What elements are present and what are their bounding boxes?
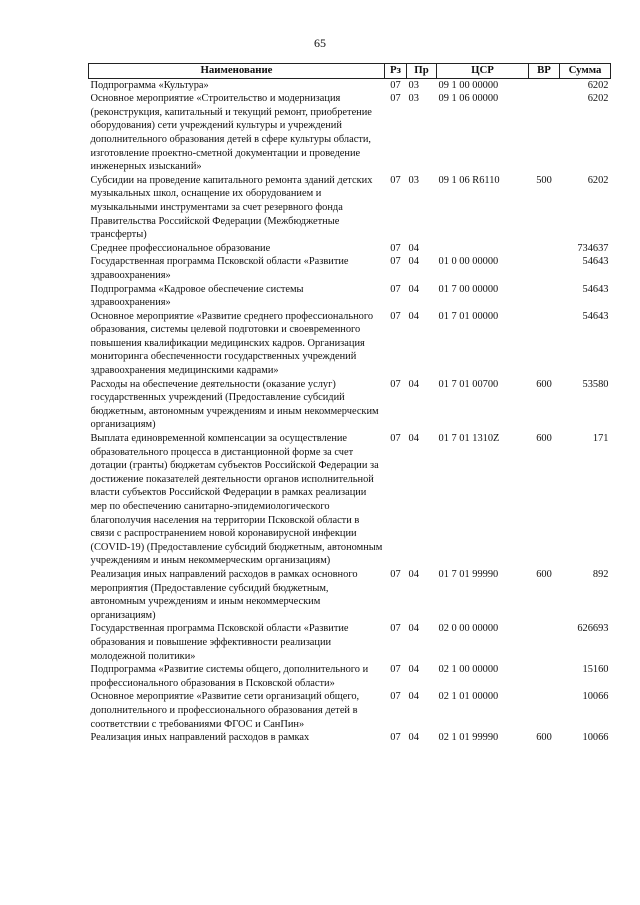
- row-csr: 01 7 01 1310Z: [438, 433, 500, 445]
- table-row: [89, 690, 611, 731]
- row-vr: [529, 255, 560, 282]
- table-row: [89, 255, 611, 282]
- row-name: Выплата единовременной компенсации за осуществление образовательного процесса в дистанционной форме за счет дотации (гранты) бюджетам субъектов Российской Федерации за достижение показателей деятельности органов исполнительной власти субъектов Российской Федерации в рамках реализации мер по обеспечению санитарно-эпидемиологического благополучия населения на территории Псковской области в связи с распространением новой коронавирусной инфекции (COVID-19) (Предоставление субсидий бюджетным, автономным учреждениям и иным некоммерческим организациям): [90, 433, 383, 567]
- row-sum: 10066: [582, 691, 609, 703]
- row-rz: 07: [390, 174, 401, 186]
- row-pr: 03: [408, 174, 419, 186]
- row-name: Подпрограмма «Кадровое обеспечение системы здравоохранения»: [90, 283, 304, 309]
- row-rz: 07: [390, 256, 401, 268]
- table-header-row: [89, 64, 611, 79]
- row-name: Реализация иных направлений расходов в рамках: [90, 732, 310, 744]
- row-vr: [529, 690, 560, 731]
- row-rz: 07: [390, 691, 401, 703]
- row-sum: 54643: [582, 283, 609, 295]
- row-vr: [529, 310, 560, 378]
- table-row: [89, 622, 611, 663]
- row-csr: 02 1 01 00000: [438, 691, 499, 703]
- header-vr: ВР: [529, 64, 560, 79]
- table-body: [89, 78, 611, 745]
- row-csr: 02 1 00 00000: [438, 664, 499, 676]
- row-sum: 53580: [582, 378, 609, 390]
- row-name: Субсидии на проведение капитального ремонта зданий детских музыкальных школ, оснащение их оборудованием и музыкальными инструментами за счет резервного фонда Правительства Российской Федерации (Межбюджетные трансферты): [90, 174, 373, 241]
- row-name: Государственная программа Псковской области «Развитие образования и повышение эффективности реализации молодежной политики»: [90, 623, 349, 662]
- table-row: [89, 174, 611, 242]
- table-row: [89, 378, 611, 432]
- budget-table: [88, 63, 611, 745]
- row-name: Подпрограмма «Культура»: [90, 79, 209, 91]
- row-pr: 04: [408, 433, 419, 445]
- table-row: [89, 283, 611, 310]
- row-csr: 09 1 00 00000: [438, 79, 499, 91]
- row-csr: 01 7 01 99990: [438, 568, 499, 580]
- row-rz: 07: [390, 623, 401, 635]
- header-rz: Рз: [385, 64, 407, 79]
- table-row: [89, 242, 611, 256]
- row-vr: 600: [536, 378, 552, 390]
- row-sum: 6202: [587, 174, 609, 186]
- row-csr: 02 0 00 00000: [438, 623, 499, 635]
- row-csr: 09 1 06 R6110: [438, 174, 500, 186]
- header-csr: ЦСР: [437, 64, 529, 79]
- table-row: [89, 568, 611, 622]
- row-rz: 07: [390, 242, 401, 254]
- row-sum: 734637: [577, 242, 609, 254]
- row-csr: 01 7 01 00700: [438, 378, 499, 390]
- row-pr: 03: [408, 79, 419, 91]
- row-rz: 07: [390, 433, 401, 445]
- row-pr: 04: [408, 664, 419, 676]
- row-sum: 54643: [582, 256, 609, 268]
- row-name: Основное мероприятие «Развитие среднего профессионального образования, системы целевой подготовки и своевременного повышения квалификации медицинских кадров. Организация мониторинга обеспеченности государственных учреждений здравоохранения медицинскими кадрами»: [90, 310, 374, 377]
- row-name: Подпрограмма «Развитие системы общего, дополнительного и профессионального образования в Псковской области»: [90, 664, 369, 689]
- row-csr: 01 0 00 00000: [438, 256, 499, 268]
- row-vr: 500: [536, 174, 552, 186]
- row-csr: [437, 242, 529, 256]
- row-csr: 09 1 06 00000: [438, 93, 499, 105]
- table-row: [89, 310, 611, 378]
- row-pr: 04: [408, 256, 419, 268]
- row-vr: 600: [536, 433, 552, 445]
- row-pr: 04: [408, 242, 419, 254]
- row-sum: 10066: [582, 732, 609, 744]
- row-sum: 171: [592, 433, 609, 445]
- row-rz: 07: [390, 79, 401, 91]
- row-sum: 892: [592, 568, 609, 580]
- header-name: Наименование: [89, 64, 385, 79]
- row-vr: [529, 283, 560, 310]
- row-rz: 07: [390, 283, 401, 295]
- row-vr: 600: [536, 568, 552, 580]
- row-pr: 04: [408, 623, 419, 635]
- row-pr: 04: [408, 310, 419, 322]
- row-vr: [529, 622, 560, 663]
- row-pr: 03: [408, 93, 419, 105]
- row-name: Основное мероприятие «Строительство и модернизация (реконструкция, капитальный и текущий ремонт, приобретение оборудования) сети учреждений культуры и учреждений дополнительного образования детей в сфере культуры области, изготовление проектно-сметной документации и проведение инженерных изысканий»: [90, 93, 372, 173]
- row-pr: 04: [408, 283, 419, 295]
- row-rz: 07: [390, 732, 401, 744]
- row-name: Расходы на обеспечение деятельности (оказание услуг) государственных учреждений (Предоставление субсидий бюджетным, автономным учреждениям и иным некоммерческим организациям): [90, 378, 379, 431]
- row-sum: 6202: [587, 93, 609, 105]
- row-pr: 04: [408, 378, 419, 390]
- row-pr: 04: [408, 568, 419, 580]
- table-row: [89, 92, 611, 174]
- row-vr: 600: [536, 732, 552, 744]
- table-row: [89, 78, 611, 92]
- table-row: [89, 432, 611, 568]
- row-rz: 07: [390, 93, 401, 105]
- row-name: Реализация иных направлений расходов в рамках основного мероприятия (Предоставление субсидий бюджетным, автономным учреждениям и иным некоммерческим организациям): [90, 568, 358, 621]
- row-vr: [529, 242, 560, 256]
- row-csr: 02 1 01 99990: [438, 732, 499, 744]
- table-row: [89, 731, 611, 745]
- row-name: Государственная программа Псковской области «Развитие здравоохранения»: [90, 256, 349, 281]
- header-pr: Пр: [407, 64, 437, 79]
- row-name: Основное мероприятие «Развитие сети организаций общего, дополнительного и профессионального образования детей в соответствии с требованиями ФГОС и СанПин»: [90, 691, 360, 730]
- row-sum: 626693: [577, 623, 609, 635]
- row-vr: [529, 92, 560, 174]
- row-rz: 07: [390, 378, 401, 390]
- row-vr: [529, 78, 560, 92]
- row-pr: 04: [408, 691, 419, 703]
- table-row: [89, 663, 611, 690]
- row-vr: [529, 663, 560, 690]
- page-number: 65: [314, 36, 326, 50]
- row-name: Среднее профессиональное образование: [90, 242, 271, 254]
- row-sum: 15160: [582, 664, 609, 676]
- header-sum: Сумма: [560, 64, 611, 79]
- row-csr: 01 7 01 00000: [438, 310, 499, 322]
- row-sum: 54643: [582, 310, 609, 322]
- row-csr: 01 7 00 00000: [438, 283, 499, 295]
- row-pr: 04: [408, 732, 419, 744]
- row-rz: 07: [390, 568, 401, 580]
- row-sum: 6202: [587, 79, 609, 91]
- row-rz: 07: [390, 310, 401, 322]
- row-rz: 07: [390, 664, 401, 676]
